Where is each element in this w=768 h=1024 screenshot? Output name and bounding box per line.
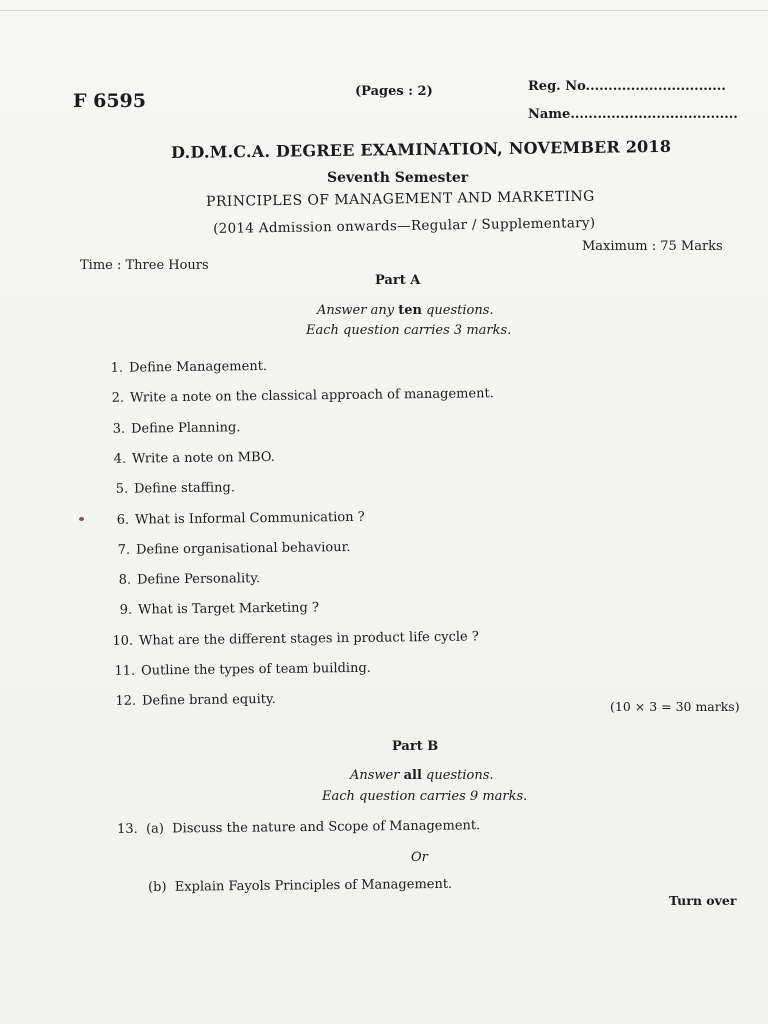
subject-title: PRINCIPLES OF MANAGEMENT AND MARKETING	[206, 188, 595, 210]
part-b-instruction-pre: Answer	[350, 768, 404, 783]
question-13a-label: (a)	[145, 821, 165, 837]
question-text: Outline the types of team building.	[140, 660, 371, 679]
part-b-instruction-post: questions.	[421, 768, 494, 783]
question-text: What is Target Marketing ?	[138, 600, 320, 618]
question-13-number: 13.	[117, 821, 138, 837]
part-a-marks-note: Each question carries 3 marks.	[306, 323, 512, 338]
admission-note: (2014 Admission onwards—Regular / Supplementary)	[213, 214, 596, 237]
question-item	[104, 601, 319, 619]
question-item	[96, 386, 494, 406]
question-text: Define staffing.	[133, 480, 235, 497]
part-b-instruction	[350, 768, 494, 783]
question-item	[103, 571, 260, 588]
scan-mark	[79, 517, 84, 521]
question-13b	[148, 877, 452, 895]
question-item	[97, 420, 241, 437]
question-item	[107, 661, 371, 679]
paper-code: F 6595	[73, 90, 146, 112]
question-13b-label: (b)	[148, 879, 167, 895]
scan-top-edge	[0, 10, 768, 11]
question-text: Write a note on MBO.	[132, 449, 276, 467]
time-allowed: Time : Three Hours	[80, 258, 209, 273]
maximum-marks: Maximum : 75 Marks	[582, 239, 723, 254]
question-number: 4.	[114, 451, 127, 467]
part-a-instruction-pre: Answer any	[317, 303, 399, 318]
question-number: 11.	[113, 663, 135, 679]
question-13a-text: Discuss the nature and Scope of Management.	[172, 818, 481, 837]
question-text: Define Planning.	[131, 419, 241, 437]
part-a-heading: Part A	[375, 273, 421, 288]
question-number: 9.	[119, 603, 133, 619]
question-number: 10.	[112, 633, 134, 649]
or-separator: Or	[411, 850, 428, 865]
question-number: 12.	[114, 693, 136, 710]
question-text: What is Informal Communication ?	[134, 509, 365, 528]
part-a-marks-summary: (10 × 3 = 30 marks)	[610, 699, 740, 714]
part-a-instruction	[317, 303, 494, 318]
exam-title: D.D.M.C.A. DEGREE EXAMINATION, NOVEMBER 2018	[171, 136, 672, 162]
name-field: Name.....................................	[528, 107, 738, 122]
turn-over-note: Turn over	[669, 893, 737, 908]
question-number: 7.	[117, 542, 131, 558]
question-item	[98, 450, 275, 467]
question-number: 3.	[112, 421, 126, 437]
question-text: What are the different stages in product life cycle ?	[139, 629, 480, 649]
question-13b-text: Explain Fayols Principles of Management.	[174, 876, 453, 895]
part-a-instruction-bold: ten	[398, 303, 422, 318]
question-number: 6.	[116, 512, 129, 528]
part-b-marks-note: Each question carries 9 marks.	[322, 789, 528, 804]
part-b-instruction-bold: all	[403, 768, 422, 783]
question-number: 2.	[111, 390, 125, 407]
part-a-instruction-post: questions.	[421, 303, 494, 318]
question-item	[108, 692, 276, 709]
question-item	[105, 629, 479, 649]
question-number: 1.	[110, 360, 124, 376]
reg-no-field: Reg. No...............................	[528, 79, 726, 94]
question-item	[101, 509, 365, 527]
part-b-heading: Part B	[392, 739, 439, 754]
question-text: Define Personality.	[137, 571, 261, 588]
question-item	[102, 540, 351, 558]
question-13a	[117, 818, 480, 837]
question-text: Define Management.	[128, 358, 268, 376]
question-text: Write a note on the classical approach of management.	[130, 386, 495, 406]
page-count: (Pages : 2)	[355, 84, 433, 99]
semester: Seventh Semester	[327, 170, 469, 186]
question-text: Define organisational behaviour.	[135, 539, 351, 558]
question-item	[95, 359, 267, 376]
question-number: 8.	[118, 572, 132, 588]
question-number: 5.	[115, 481, 128, 497]
question-item	[100, 481, 235, 498]
question-text: Define brand equity.	[141, 692, 276, 709]
